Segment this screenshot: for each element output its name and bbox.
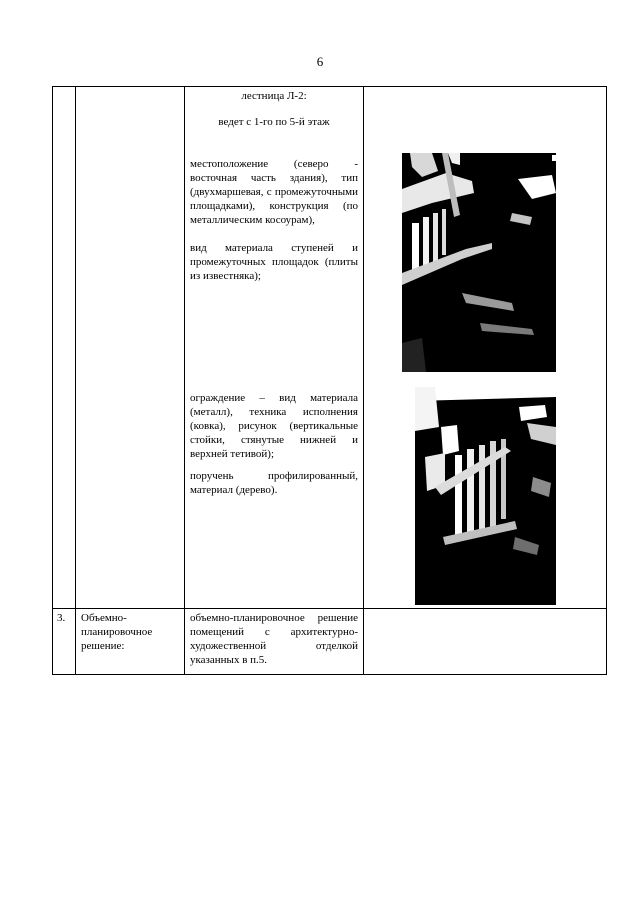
column-divider [184, 87, 185, 674]
column-divider [363, 87, 364, 674]
row-3-label: Объемно-планировочное решение: [81, 612, 153, 652]
column-divider [75, 87, 76, 674]
page-number: 6 [316, 54, 324, 69]
stair-description-material: вид материала ступеней и промежуточных площадок (плиты из известняка); [190, 242, 358, 282]
stair-description-location: местоположение (северо - восточная часть здания), тип (двухмаршевая, с промежуточными площадками), конструкция (по металлическим косоурам), [190, 158, 358, 226]
row-3-number: 3. [57, 612, 66, 624]
railing-photo-image [415, 387, 556, 605]
railing-photo [415, 387, 556, 605]
stair-floors: ведет с 1-го по 5-й этаж [218, 116, 330, 128]
row-3-description: объемно-планировочное решение помещений с архитектурно-художественной отделкой указанных в п.5. [190, 612, 358, 666]
row-divider [53, 608, 606, 609]
stair-handrail-description: поручень профилированный, материал (дерево). [190, 470, 358, 496]
staircase-photo [402, 153, 556, 372]
stair-title: лестница Л-2: [241, 90, 307, 102]
document-table [52, 86, 607, 675]
stair-railing-description: ограждение – вид материала (металл), техника исполнения (ковка), рисунок (вертикальные стойки, стянутые нижней и верхней тетивой); [190, 392, 358, 460]
staircase-photo-image [402, 153, 556, 372]
